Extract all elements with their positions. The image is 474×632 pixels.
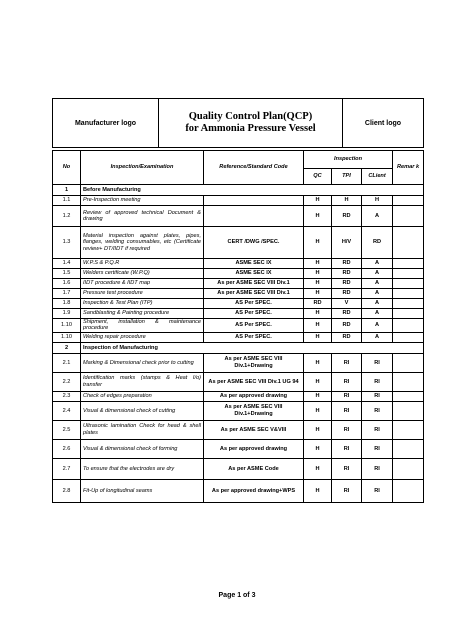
row-number: 1.8	[53, 299, 81, 309]
client-mark: A	[362, 289, 393, 299]
row-number: 1.10	[53, 319, 81, 333]
client-mark: A	[362, 206, 393, 227]
tpi-mark: RD	[332, 332, 362, 342]
qc-mark: H	[304, 479, 332, 502]
row-number: 1.7	[53, 289, 81, 299]
tpi-mark: RD	[332, 259, 362, 269]
table-row	[53, 259, 424, 269]
remark-cell	[393, 372, 424, 391]
reference-code: ASME SEC IX	[204, 259, 304, 269]
reference-code: As per ASME SEC V&VIII	[204, 420, 304, 439]
row-number: 1.9	[53, 309, 81, 319]
col-header-remark: Remar k	[393, 151, 424, 185]
inspection-item: Review of approved technical Document & drawing	[81, 206, 204, 227]
qc-mark: H	[304, 391, 332, 401]
row-number: 1.10	[53, 332, 81, 342]
row-number: 1.6	[53, 279, 81, 289]
client-mark: RI	[362, 372, 393, 391]
tpi-mark: RI	[332, 391, 362, 401]
tpi-mark: RI	[332, 439, 362, 458]
remark-cell	[393, 269, 424, 279]
document-header	[52, 98, 424, 148]
qc-mark: H	[304, 227, 332, 259]
table-row	[53, 458, 424, 479]
inspection-item: Visual & dimensional check of cutting	[81, 401, 204, 420]
reference-code: As per approved drawing	[204, 439, 304, 458]
remark-cell	[393, 439, 424, 458]
section-number: 2	[53, 342, 81, 353]
document-title	[159, 99, 343, 148]
tpi-mark: RI	[332, 420, 362, 439]
inspection-item: Fit-Up of longitudinal seams	[81, 479, 204, 502]
table-row	[53, 439, 424, 458]
row-number: 2.6	[53, 439, 81, 458]
inspection-item: To ensure that the electrodes are dry	[81, 458, 204, 479]
remark-cell	[393, 420, 424, 439]
reference-code	[204, 196, 304, 206]
remark-cell	[393, 401, 424, 420]
row-number: 2.4	[53, 401, 81, 420]
client-mark: RI	[362, 420, 393, 439]
inspection-item: Shipment, installation & maintenance procedure	[81, 319, 204, 333]
section-title: Inspection of Manufacturing	[81, 342, 424, 353]
row-number: 1.3	[53, 227, 81, 259]
remark-cell	[393, 309, 424, 319]
remark-cell	[393, 227, 424, 259]
col-header-qc: QC	[304, 169, 332, 185]
page-footer: Page 1 of 3	[218, 592, 256, 599]
qc-mark: H	[304, 269, 332, 279]
qc-mark: H	[304, 196, 332, 206]
inspection-item: Welders certificate (W.P.Q)	[81, 269, 204, 279]
remark-cell	[393, 479, 424, 502]
client-mark: RI	[362, 401, 393, 420]
inspection-item: Material inspection against plates, pipes, flanges, welding consumables, etc (Certificate review+ DT/IIDT if required	[81, 227, 204, 259]
client-mark: RI	[362, 458, 393, 479]
inspection-item: Identification marks (stamps & Heat I/o) transfer	[81, 372, 204, 391]
table-row	[53, 196, 424, 206]
client-logo: Client logo	[343, 99, 424, 148]
tpi-mark: V	[332, 299, 362, 309]
row-number: 2.2	[53, 372, 81, 391]
table-row	[53, 319, 424, 333]
remark-cell	[393, 196, 424, 206]
reference-code	[204, 206, 304, 227]
table-row	[53, 420, 424, 439]
qcp-table	[52, 150, 424, 503]
reference-code: AS Per SPEC.	[204, 319, 304, 333]
table-row	[53, 227, 424, 259]
reference-code: As per ASME SEC VIII Div.1+Drawing	[204, 401, 304, 420]
tpi-mark: RD	[332, 206, 362, 227]
table-row	[53, 279, 424, 289]
qc-mark: RD	[304, 299, 332, 309]
reference-code: As per approved drawing	[204, 391, 304, 401]
remark-cell	[393, 206, 424, 227]
client-mark: A	[362, 319, 393, 333]
qc-mark: H	[304, 372, 332, 391]
reference-code: AS Per SPEC.	[204, 299, 304, 309]
remark-cell	[393, 259, 424, 269]
row-number: 2.8	[53, 479, 81, 502]
tpi-mark: RD	[332, 289, 362, 299]
table-header-row	[53, 151, 424, 169]
table-row	[53, 401, 424, 420]
client-mark: RI	[362, 439, 393, 458]
reference-code: As per ASME SEC VIII Div.1	[204, 289, 304, 299]
remark-cell	[393, 458, 424, 479]
row-number: 1.4	[53, 259, 81, 269]
qc-mark: H	[304, 353, 332, 372]
remark-cell	[393, 353, 424, 372]
tpi-mark: H/V	[332, 227, 362, 259]
inspection-item: Sandblasting & Painting procedure	[81, 309, 204, 319]
row-number: 2.5	[53, 420, 81, 439]
inspection-item: IIDT procedure & IIDT map	[81, 279, 204, 289]
tpi-mark: RD	[332, 279, 362, 289]
inspection-item: Marking & Dimensional check prior to cutting	[81, 353, 204, 372]
client-mark: A	[362, 299, 393, 309]
inspection-item: Inspection & Test Plan (ITP)	[81, 299, 204, 309]
qc-mark: H	[304, 309, 332, 319]
inspection-item: Pressure test procedure	[81, 289, 204, 299]
qc-mark: H	[304, 458, 332, 479]
client-mark: RD	[362, 227, 393, 259]
title-line-1: Quality Control Plan(QCP)	[188, 111, 313, 122]
col-header-inspection: Inspection/Examination	[81, 151, 204, 185]
tpi-mark: RI	[332, 479, 362, 502]
tpi-mark: RI	[332, 458, 362, 479]
tpi-mark: RI	[332, 401, 362, 420]
table-row	[53, 289, 424, 299]
tpi-mark: RI	[332, 353, 362, 372]
inspection-item: Visual & dimensional check of forming	[81, 439, 204, 458]
reference-code: AS Per SPEC.	[204, 309, 304, 319]
section-title: Before Manufacturing	[81, 185, 424, 196]
inspection-item: Pre-Inspection meeting	[81, 196, 204, 206]
reference-code: As per approved drawing+WPS	[204, 479, 304, 502]
client-mark: RI	[362, 353, 393, 372]
qc-mark: H	[304, 279, 332, 289]
reference-code: AS Per SPEC.	[204, 332, 304, 342]
row-number: 1.1	[53, 196, 81, 206]
qc-mark: H	[304, 319, 332, 333]
col-header-reference: Reference/Standard Code	[204, 151, 304, 185]
manufacturer-logo: Manufacturer logo	[53, 99, 159, 148]
table-row	[53, 353, 424, 372]
inspection-item: Ultrasonic lamination Check for head & shell plates	[81, 420, 204, 439]
remark-cell	[393, 299, 424, 309]
tpi-mark: H	[332, 196, 362, 206]
qc-mark: H	[304, 332, 332, 342]
reference-code: ASME SEC IX	[204, 269, 304, 279]
col-header-no: No	[53, 151, 81, 185]
inspection-item: W.P.S & P.Q.R	[81, 259, 204, 269]
qc-mark: H	[304, 289, 332, 299]
remark-cell	[393, 279, 424, 289]
row-number: 2.7	[53, 458, 81, 479]
client-mark: RI	[362, 391, 393, 401]
qc-mark: H	[304, 206, 332, 227]
reference-code: As per ASME Code	[204, 458, 304, 479]
col-header-inspection-group: Inspection	[304, 151, 393, 169]
client-mark: A	[362, 332, 393, 342]
table-row	[53, 372, 424, 391]
client-mark: A	[362, 279, 393, 289]
qc-mark: H	[304, 439, 332, 458]
section-number: 1	[53, 185, 81, 196]
col-header-tpi: TPI	[332, 169, 362, 185]
reference-code: As per ASME SEC VIII Div.1+Drawing	[204, 353, 304, 372]
reference-code: As per ASME SEC VIII Div.1	[204, 279, 304, 289]
tpi-mark: RI	[332, 372, 362, 391]
qc-mark: H	[304, 401, 332, 420]
reference-code: As per ASME SEC VIII Div.1 UG 94	[204, 372, 304, 391]
client-mark: A	[362, 269, 393, 279]
qc-mark: H	[304, 259, 332, 269]
table-row	[53, 332, 424, 342]
client-mark: A	[362, 259, 393, 269]
table-row	[53, 299, 424, 309]
table-row	[53, 206, 424, 227]
client-mark: RI	[362, 479, 393, 502]
row-number: 1.2	[53, 206, 81, 227]
row-number: 2.3	[53, 391, 81, 401]
section-row	[53, 185, 424, 196]
reference-code: CERT /DWG /SPEC.	[204, 227, 304, 259]
row-number: 2.1	[53, 353, 81, 372]
col-header-client: CLient	[362, 169, 393, 185]
table-row	[53, 479, 424, 502]
inspection-item: Welding repair procedure	[81, 332, 204, 342]
section-row	[53, 342, 424, 353]
remark-cell	[393, 391, 424, 401]
client-mark: H	[362, 196, 393, 206]
qc-mark: H	[304, 420, 332, 439]
tpi-mark: RD	[332, 309, 362, 319]
tpi-mark: RD	[332, 319, 362, 333]
remark-cell	[393, 289, 424, 299]
table-row	[53, 391, 424, 401]
table-row	[53, 309, 424, 319]
row-number: 1.5	[53, 269, 81, 279]
table-row	[53, 269, 424, 279]
remark-cell	[393, 319, 424, 333]
title-line-2: for Ammonia Pressure Vessel	[185, 123, 316, 134]
tpi-mark: RD	[332, 269, 362, 279]
inspection-item: Check of edges preparation	[81, 391, 204, 401]
client-mark: A	[362, 309, 393, 319]
remark-cell	[393, 332, 424, 342]
